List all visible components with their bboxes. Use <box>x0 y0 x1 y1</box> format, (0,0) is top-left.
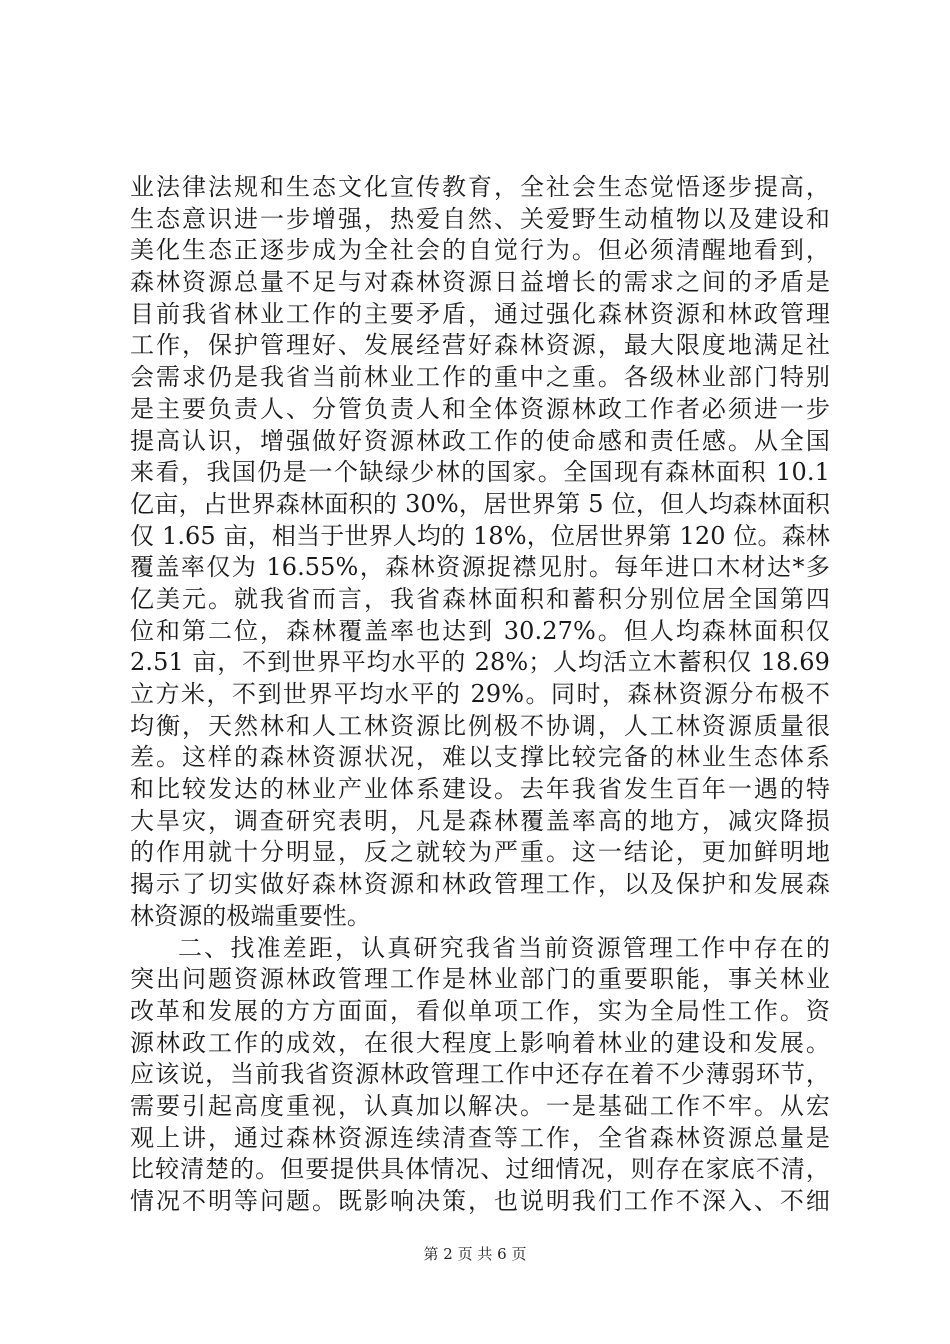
text-line: 目前我省林业工作的主要矛盾，通过强化森林资源和林政管理 <box>130 299 830 328</box>
text-line: 2.51 亩，不到世界平均水平的 28%；人均活立木蓄积仅 18.69 <box>130 648 830 677</box>
text-line: 和比较发达的林业产业体系建设。去年我省发生百年一遇的特 <box>130 775 830 804</box>
text-line: 工作，保护管理好、发展经营好森林资源，最大限度地满足社 <box>130 331 830 360</box>
text-line: 会需求仍是我省当前林业工作的重中之重。各级林业部门特别 <box>130 363 830 392</box>
text-line: 源林政工作的成效，在很大程度上影响着林业的建设和发展。 <box>130 1028 830 1057</box>
text-line: 的作用就十分明显，反之就较为严重。这一结论，更加鲜明地 <box>130 838 830 867</box>
text-line: 应该说，当前我省资源林政管理工作中还存在着不少薄弱环节， <box>130 1060 830 1089</box>
section-heading-line: 二、找准差距，认真研究我省当前资源管理工作中存在的 <box>178 933 830 962</box>
text-line: 亿亩，占世界森林面积的 30%，居世界第 5 位，但人均森林面积 <box>130 489 830 518</box>
text-line: 突出问题资源林政管理工作是林业部门的重要职能，事关林业 <box>130 965 830 994</box>
text-line: 覆盖率仅为 16.55%，森林资源捉襟见肘。每年进口木材达*多 <box>130 553 830 582</box>
text-line: 位和第二位，森林覆盖率也达到 30.27%。但人均森林面积仅 <box>130 616 830 645</box>
text-line: 差。这样的森林资源状况，难以支撑比较完备的林业生态体系 <box>130 743 830 772</box>
text-line: 提高认识，增强做好资源林政工作的使命感和责任感。从全国 <box>130 426 830 455</box>
text-line: 观上讲，通过森林资源连续清查等工作，全省森林资源总量是 <box>130 1123 830 1152</box>
text-line: 业法律法规和生态文化宣传教育，全社会生态觉悟逐步提高， <box>130 173 830 201</box>
page-footer: 第 2 页 共 6 页 <box>423 1245 527 1263</box>
text-line: 需要引起高度重视，认真加以解决。一是基础工作不牢。从宏 <box>130 1091 830 1120</box>
text-line: 均衡，天然林和人工林资源比例极不协调，人工林资源质量很 <box>130 711 830 740</box>
text-line: 立方米，不到世界平均水平的 29%。同时，森林资源分布极不 <box>130 680 830 708</box>
text-line: 生态意识进一步增强，热爱自然、关爱野生动植物以及建设和 <box>130 204 830 233</box>
body-text <box>130 172 830 1218</box>
text-line: 亿美元。就我省而言，我省森林面积和蓄积分别位居全国第四 <box>130 584 830 613</box>
text-line: 来看，我国仍是一个缺绿少林的国家。全国现有森林面积 10.1 <box>130 458 830 487</box>
text-line: 仅 1.65 亩，相当于世界人均的 18%，位居世界第 120 位。森林 <box>130 521 830 550</box>
text-line: 美化生态正逐步成为全社会的自觉行为。但必须清醒地看到， <box>130 236 830 265</box>
text-line: 情况不明等问题。既影响决策，也说明我们工作不深入、不细 <box>130 1187 830 1215</box>
text-line: 森林资源总量不足与对森林资源日益增长的需求之间的矛盾是 <box>130 268 830 297</box>
text-line: 大旱灾，调查研究表明，凡是森林覆盖率高的地方，减灾降损 <box>130 806 830 835</box>
paragraph-end-line: 林资源的极端重要性。 <box>130 901 371 930</box>
text-line: 是主要负责人、分管负责人和全体资源林政工作者必须进一步 <box>130 394 830 423</box>
text-line: 改革和发展的方方面面，看似单项工作，实为全局性工作。资 <box>130 996 830 1025</box>
text-line: 比较清楚的。但要提供具体情况、过细情况，则存在家底不清， <box>130 1155 830 1184</box>
text-line: 揭示了切实做好森林资源和林政管理工作，以及保护和发展森 <box>130 870 830 899</box>
